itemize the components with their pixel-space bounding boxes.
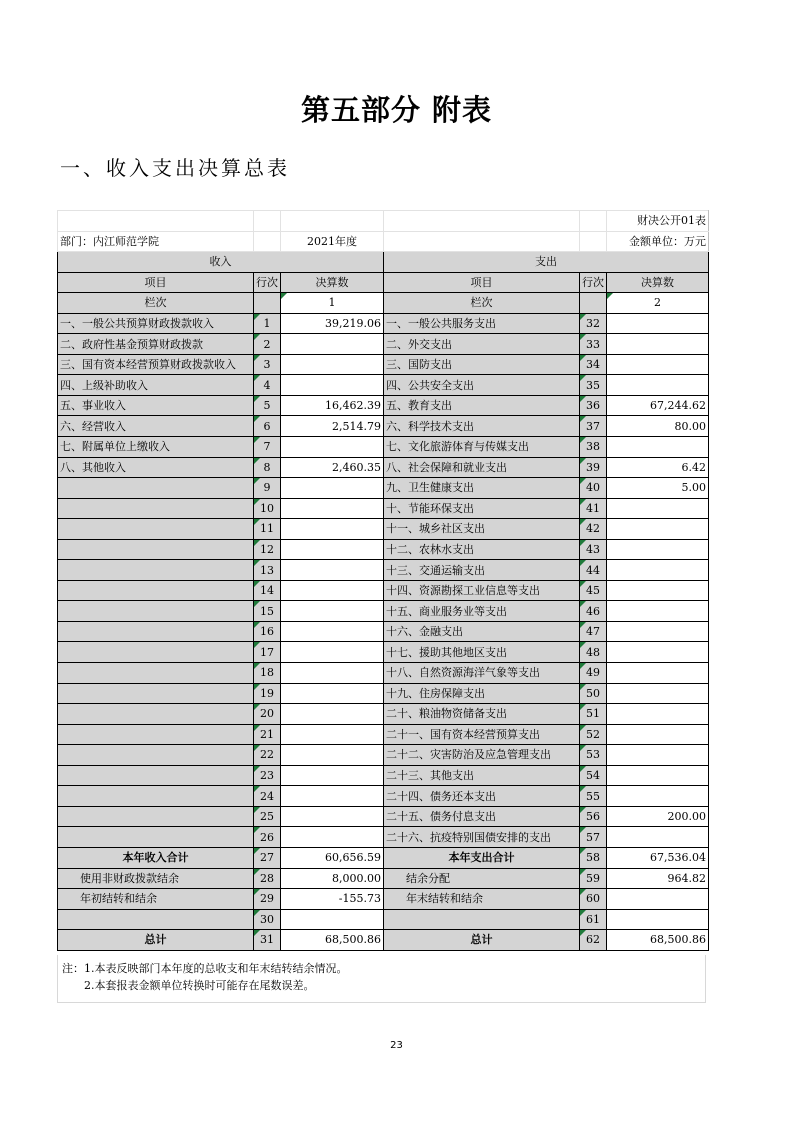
note-2: 2.本套报表金额单位转换时可能存在尾数误差。 — [84, 979, 315, 992]
section-title: 一、收入支出决算总表 — [60, 156, 290, 180]
expense-line-no: 52 — [580, 724, 607, 745]
expense-amount: 6.42 — [607, 457, 709, 478]
income-summary-line-no: 27 — [254, 847, 281, 868]
department-label: 部门：内江师范学院 — [58, 231, 254, 252]
expense-line-no: 40 — [580, 478, 607, 499]
expense-summary-item: 年末结转和结余 — [384, 889, 580, 910]
expense-line-no: 47 — [580, 621, 607, 642]
header-info-row — [58, 231, 709, 252]
page-title: 第五部分 附表 — [300, 93, 493, 127]
income-line-no: 4 — [254, 375, 281, 396]
table-row — [58, 724, 709, 745]
income-amount-header: 决算数 — [281, 272, 384, 293]
table-row — [58, 395, 709, 416]
table-row — [58, 621, 709, 642]
income-item — [58, 663, 254, 684]
expense-item: 二十二、灾害防治及应急管理支出 — [384, 745, 580, 766]
income-summary-item — [58, 909, 254, 930]
expense-amount — [607, 601, 709, 622]
income-column-number: 1 — [281, 293, 384, 314]
table-row — [58, 580, 709, 601]
income-item — [58, 519, 254, 540]
expense-item: 二十一、国有资本经营预算支出 — [384, 724, 580, 745]
table-row — [58, 354, 709, 375]
expense-amount — [607, 519, 709, 540]
expense-amount — [607, 375, 709, 396]
income-summary-amount — [281, 909, 384, 930]
expense-item: 十三、交通运输支出 — [384, 560, 580, 581]
income-line-no: 15 — [254, 601, 281, 622]
table-row — [58, 313, 709, 334]
income-line-no: 25 — [254, 806, 281, 827]
expense-item: 二十四、债务还本支出 — [384, 786, 580, 807]
expense-line-no: 53 — [580, 745, 607, 766]
expense-summary-item: 结余分配 — [384, 868, 580, 889]
income-line-header: 行次 — [254, 272, 281, 293]
table-row — [58, 642, 709, 663]
income-line-no: 6 — [254, 416, 281, 437]
expense-summary-line-no: 62 — [580, 930, 607, 951]
income-amount — [281, 334, 384, 355]
income-amount: 2,460.35 — [281, 457, 384, 478]
income-line-no: 26 — [254, 827, 281, 848]
expense-amount-header: 决算数 — [607, 272, 709, 293]
year-label: 2021年度 — [281, 231, 384, 252]
expense-summary-line-no: 60 — [580, 889, 607, 910]
expense-line-no: 37 — [580, 416, 607, 437]
expense-line-no: 49 — [580, 663, 607, 684]
expense-line-no: 51 — [580, 704, 607, 725]
expense-line-no: 57 — [580, 827, 607, 848]
expense-item: 十、节能环保支出 — [384, 498, 580, 519]
expense-item: 六、科学技术支出 — [384, 416, 580, 437]
expense-amount — [607, 498, 709, 519]
income-amount — [281, 724, 384, 745]
column-number-row — [58, 293, 709, 314]
expense-item: 十四、资源勘探工业信息等支出 — [384, 580, 580, 601]
income-item: 三、国有资本经营预算财政拨款收入 — [58, 354, 254, 375]
expense-item: 七、文化旅游体育与传媒支出 — [384, 437, 580, 458]
summary-row — [58, 868, 709, 889]
income-amount: 39,219.06 — [281, 313, 384, 334]
table-row — [58, 601, 709, 622]
income-amount — [281, 354, 384, 375]
table-row — [58, 375, 709, 396]
expense-line-no: 32 — [580, 313, 607, 334]
section-header-row — [58, 252, 709, 273]
income-line-no: 14 — [254, 580, 281, 601]
expense-item-header: 项目 — [384, 272, 580, 293]
expense-amount — [607, 724, 709, 745]
income-summary-amount: -155.73 — [281, 889, 384, 910]
table-row — [58, 437, 709, 458]
expense-item: 十七、援助其他地区支出 — [384, 642, 580, 663]
expense-line-no: 46 — [580, 601, 607, 622]
summary-row — [58, 889, 709, 910]
table-row — [58, 683, 709, 704]
summary-row — [58, 930, 709, 951]
expense-line-no: 41 — [580, 498, 607, 519]
income-summary-item: 使用非财政拨款结余 — [58, 868, 254, 889]
form-code-row — [58, 211, 709, 232]
income-summary-amount: 68,500.86 — [281, 930, 384, 951]
expense-line-no: 50 — [580, 683, 607, 704]
expense-amount — [607, 539, 709, 560]
income-item — [58, 724, 254, 745]
income-item: 二、政府性基金预算财政拨款 — [58, 334, 254, 355]
table-row — [58, 498, 709, 519]
table-row — [58, 334, 709, 355]
expense-line-no: 55 — [580, 786, 607, 807]
income-item: 八、其他收入 — [58, 457, 254, 478]
income-amount — [281, 601, 384, 622]
income-summary-line-no: 31 — [254, 930, 281, 951]
expense-line-no: 35 — [580, 375, 607, 396]
income-line-no: 13 — [254, 560, 281, 581]
income-amount — [281, 765, 384, 786]
expense-amount — [607, 745, 709, 766]
table-row — [58, 704, 709, 725]
expense-summary-amount: 68,500.86 — [607, 930, 709, 951]
income-amount — [281, 437, 384, 458]
income-amount — [281, 560, 384, 581]
income-amount — [281, 498, 384, 519]
expense-amount: 5.00 — [607, 478, 709, 499]
expense-item: 二十五、债务付息支出 — [384, 806, 580, 827]
table-row — [58, 745, 709, 766]
table-row — [58, 806, 709, 827]
expense-amount — [607, 334, 709, 355]
expense-line-no: 56 — [580, 806, 607, 827]
income-amount — [281, 539, 384, 560]
expense-amount — [607, 560, 709, 581]
expense-line-no: 54 — [580, 765, 607, 786]
income-amount — [281, 642, 384, 663]
income-item: 五、事业收入 — [58, 395, 254, 416]
expense-line-no: 39 — [580, 457, 607, 478]
table-row — [58, 416, 709, 437]
income-item — [58, 806, 254, 827]
income-line-no: 5 — [254, 395, 281, 416]
expense-item: 九、卫生健康支出 — [384, 478, 580, 499]
expense-column-number: 2 — [607, 293, 709, 314]
income-amount — [281, 580, 384, 601]
expense-column-label: 栏次 — [384, 293, 580, 314]
expense-item: 十五、商业服务业等支出 — [384, 601, 580, 622]
expense-line-no: 34 — [580, 354, 607, 375]
income-item — [58, 786, 254, 807]
income-amount — [281, 806, 384, 827]
expense-amount — [607, 765, 709, 786]
expense-amount — [607, 683, 709, 704]
expense-summary-item: 总计 — [384, 930, 580, 951]
expense-line-no: 44 — [580, 560, 607, 581]
income-item — [58, 704, 254, 725]
income-line-no: 11 — [254, 519, 281, 540]
income-item — [58, 827, 254, 848]
income-summary-amount: 8,000.00 — [281, 868, 384, 889]
expense-item: 三、国防支出 — [384, 354, 580, 375]
expense-summary-amount — [607, 889, 709, 910]
expense-amount — [607, 827, 709, 848]
income-amount: 2,514.79 — [281, 416, 384, 437]
expense-amount — [607, 786, 709, 807]
form-code: 财决公开01表 — [607, 211, 709, 232]
income-item — [58, 539, 254, 560]
income-amount — [281, 827, 384, 848]
table-row — [58, 786, 709, 807]
income-line-no: 22 — [254, 745, 281, 766]
page-number: 23 — [390, 1040, 403, 1051]
expense-line-no: 43 — [580, 539, 607, 560]
expense-line-header: 行次 — [580, 272, 607, 293]
income-summary-line-no: 29 — [254, 889, 281, 910]
income-column-label: 栏次 — [58, 293, 254, 314]
income-item — [58, 498, 254, 519]
expense-item: 五、教育支出 — [384, 395, 580, 416]
expense-amount — [607, 704, 709, 725]
income-amount: 16,462.39 — [281, 395, 384, 416]
income-header: 收入 — [58, 252, 384, 273]
income-amount — [281, 663, 384, 684]
income-expense-table — [57, 210, 709, 951]
expense-amount — [607, 663, 709, 684]
expense-line-no: 48 — [580, 642, 607, 663]
income-item — [58, 683, 254, 704]
expense-item: 十六、金融支出 — [384, 621, 580, 642]
note-1: 注：1.本表反映部门本年度的总收支和年末结转结余情况。 — [62, 962, 348, 975]
table-row — [58, 478, 709, 499]
expense-item: 十一、城乡社区支出 — [384, 519, 580, 540]
expense-summary-item — [384, 909, 580, 930]
table-row — [58, 560, 709, 581]
income-amount — [281, 375, 384, 396]
income-amount — [281, 621, 384, 642]
expense-line-no: 36 — [580, 395, 607, 416]
expense-item: 二十三、其他支出 — [384, 765, 580, 786]
income-item — [58, 765, 254, 786]
income-line-no: 18 — [254, 663, 281, 684]
expense-header: 支出 — [384, 252, 709, 273]
income-amount — [281, 478, 384, 499]
summary-row — [58, 847, 709, 868]
table-row — [58, 457, 709, 478]
expense-item: 八、社会保障和就业支出 — [384, 457, 580, 478]
table-row — [58, 765, 709, 786]
income-summary-amount: 60,656.59 — [281, 847, 384, 868]
unit-label: 金额单位：万元 — [607, 231, 709, 252]
income-line-no: 10 — [254, 498, 281, 519]
income-line-no: 2 — [254, 334, 281, 355]
table-row — [58, 539, 709, 560]
income-item — [58, 642, 254, 663]
income-amount — [281, 683, 384, 704]
expense-summary-amount — [607, 909, 709, 930]
table-row — [58, 519, 709, 540]
income-line-no: 12 — [254, 539, 281, 560]
income-line-no: 21 — [254, 724, 281, 745]
expense-item: 一、一般公共服务支出 — [384, 313, 580, 334]
table-row — [58, 827, 709, 848]
income-line-no: 1 — [254, 313, 281, 334]
expense-item: 二、外交支出 — [384, 334, 580, 355]
expense-item: 四、公共安全支出 — [384, 375, 580, 396]
expense-item: 二十六、抗疫特别国债安排的支出 — [384, 827, 580, 848]
expense-summary-amount: 67,536.04 — [607, 847, 709, 868]
table-row — [58, 663, 709, 684]
table-notes — [57, 955, 706, 1003]
income-item — [58, 580, 254, 601]
income-item: 七、附属单位上缴收入 — [58, 437, 254, 458]
summary-row — [58, 909, 709, 930]
income-line-no: 3 — [254, 354, 281, 375]
expense-line-no: 42 — [580, 519, 607, 540]
income-summary-item: 总计 — [58, 930, 254, 951]
income-item: 四、上级补助收入 — [58, 375, 254, 396]
income-line-no: 7 — [254, 437, 281, 458]
income-line-no: 23 — [254, 765, 281, 786]
expense-amount — [607, 313, 709, 334]
expense-amount: 67,244.62 — [607, 395, 709, 416]
income-amount — [281, 745, 384, 766]
expense-amount — [607, 621, 709, 642]
expense-item: 二十、粮油物资储备支出 — [384, 704, 580, 725]
income-item: 一、一般公共预算财政拨款收入 — [58, 313, 254, 334]
income-summary-item: 年初结转和结余 — [58, 889, 254, 910]
expense-amount — [607, 642, 709, 663]
expense-amount — [607, 580, 709, 601]
expense-line-no: 33 — [580, 334, 607, 355]
expense-line-no: 45 — [580, 580, 607, 601]
income-line-no: 16 — [254, 621, 281, 642]
expense-summary-line-no: 59 — [580, 868, 607, 889]
expense-item: 十二、农林水支出 — [384, 539, 580, 560]
income-item — [58, 745, 254, 766]
income-item — [58, 601, 254, 622]
income-line-no: 9 — [254, 478, 281, 499]
income-line-no: 24 — [254, 786, 281, 807]
income-amount — [281, 519, 384, 540]
income-summary-line-no: 28 — [254, 868, 281, 889]
income-item — [58, 560, 254, 581]
income-item — [58, 621, 254, 642]
income-amount — [281, 704, 384, 725]
income-item-header: 项目 — [58, 272, 254, 293]
expense-amount: 200.00 — [607, 806, 709, 827]
expense-item: 十八、自然资源海洋气象等支出 — [384, 663, 580, 684]
income-line-no: 17 — [254, 642, 281, 663]
expense-summary-line-no: 58 — [580, 847, 607, 868]
expense-line-no: 38 — [580, 437, 607, 458]
income-line-no: 8 — [254, 457, 281, 478]
income-summary-item: 本年收入合计 — [58, 847, 254, 868]
expense-summary-item: 本年支出合计 — [384, 847, 580, 868]
expense-amount — [607, 354, 709, 375]
expense-summary-line-no: 61 — [580, 909, 607, 930]
expense-amount: 80.00 — [607, 416, 709, 437]
column-header-row — [58, 272, 709, 293]
income-line-no: 20 — [254, 704, 281, 725]
income-item: 六、经营收入 — [58, 416, 254, 437]
expense-summary-amount: 964.82 — [607, 868, 709, 889]
income-item — [58, 478, 254, 499]
income-summary-line-no: 30 — [254, 909, 281, 930]
expense-amount — [607, 437, 709, 458]
expense-item: 十九、住房保障支出 — [384, 683, 580, 704]
income-amount — [281, 786, 384, 807]
income-line-no: 19 — [254, 683, 281, 704]
